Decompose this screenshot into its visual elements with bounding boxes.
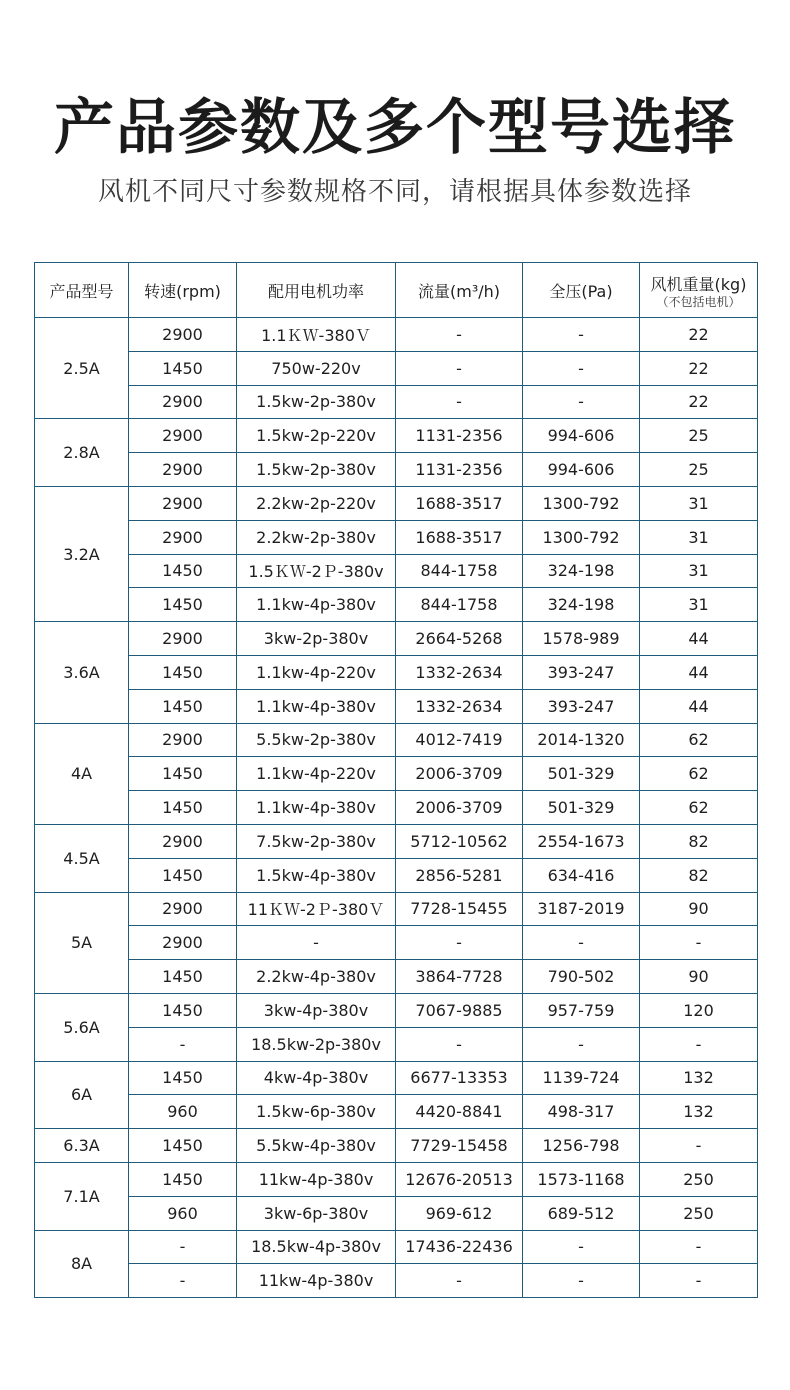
pressure-cell: - [523,351,640,385]
table-row [35,1061,758,1095]
power-cell: 1.1kw-4p-380v [237,689,396,723]
model-cell: 5.6A [35,993,129,1061]
table-row [35,824,758,858]
weight-cell: 44 [640,622,758,656]
weight-cell: 120 [640,993,758,1027]
pressure-cell: 1578-989 [523,622,640,656]
pressure-cell: 1573-1168 [523,1162,640,1196]
table-row [35,791,758,825]
flow-cell: 969-612 [396,1196,523,1230]
weight-cell: 25 [640,419,758,453]
table-row [35,1196,758,1230]
table-row [35,1230,758,1264]
flow-cell: 7728-15455 [396,892,523,926]
speed-cell: 2900 [129,926,237,960]
power-cell: 4kw-4p-380v [237,1061,396,1095]
model-cell: 2.5A [35,318,129,419]
power-cell: 1.1kw-4p-380v [237,791,396,825]
pressure-cell: 957-759 [523,993,640,1027]
power-cell: 7.5kw-2p-380v [237,824,396,858]
weight-cell: 22 [640,351,758,385]
weight-cell: 22 [640,385,758,419]
power-cell: 11kw-4p-380v [237,1162,396,1196]
flow-cell: 1131-2356 [396,419,523,453]
pressure-cell: 501-329 [523,791,640,825]
table-header-row [35,263,758,318]
table-row [35,520,758,554]
pressure-cell: 994-606 [523,419,640,453]
weight-cell: - [640,1027,758,1061]
speed-cell: 2900 [129,385,237,419]
spec-table [34,262,758,1298]
table-row [35,385,758,419]
flow-cell: 1332-2634 [396,689,523,723]
speed-cell: 2900 [129,486,237,520]
table-row [35,486,758,520]
speed-cell: 1450 [129,757,237,791]
pressure-cell: 498-317 [523,1095,640,1129]
weight-cell: 90 [640,960,758,994]
weight-cell: 250 [640,1162,758,1196]
model-cell: 4.5A [35,824,129,892]
weight-cell: - [640,1264,758,1298]
pressure-cell: 1139-724 [523,1061,640,1095]
model-cell: 3.2A [35,486,129,621]
speed-cell: 1450 [129,960,237,994]
speed-cell: 1450 [129,1162,237,1196]
flow-cell: 2856-5281 [396,858,523,892]
flow-cell: 7067-9885 [396,993,523,1027]
header-weight-note: （不包括电机） [656,294,741,309]
power-cell: 3kw-2p-380v [237,622,396,656]
table-row [35,993,758,1027]
speed-cell: 1450 [129,554,237,588]
pressure-cell: 1300-792 [523,520,640,554]
table-row [35,723,758,757]
table-row [35,689,758,723]
power-cell: 1.1ＫＷ-380Ｖ [237,318,396,352]
flow-cell: - [396,385,523,419]
speed-cell: 1450 [129,655,237,689]
weight-cell: 132 [640,1095,758,1129]
model-cell: 5A [35,892,129,993]
pressure-cell: 1300-792 [523,486,640,520]
weight-cell: - [640,926,758,960]
weight-cell: 25 [640,453,758,487]
flow-cell: 844-1758 [396,588,523,622]
weight-cell: 82 [640,824,758,858]
pressure-cell: - [523,1230,640,1264]
table-row [35,622,758,656]
pressure-cell: 324-198 [523,554,640,588]
weight-cell: 132 [640,1061,758,1095]
weight-cell: 250 [640,1196,758,1230]
power-cell: 750w-220v [237,351,396,385]
power-cell: - [237,926,396,960]
flow-cell: 5712-10562 [396,824,523,858]
header-power: 配用电机功率 [237,263,396,318]
flow-cell: 7729-15458 [396,1129,523,1163]
power-cell: 1.5kw-2p-220v [237,419,396,453]
header-weight-label: 风机重量(kg) [650,274,747,294]
pressure-cell: 634-416 [523,858,640,892]
page-subtitle: 风机不同尺寸参数规格不同，请根据具体参数选择 [97,177,692,207]
flow-cell: 2006-3709 [396,791,523,825]
pressure-cell: - [523,385,640,419]
weight-cell: 90 [640,892,758,926]
pressure-cell: - [523,318,640,352]
flow-cell: 12676-20513 [396,1162,523,1196]
speed-cell: 960 [129,1196,237,1230]
pressure-cell: 393-247 [523,655,640,689]
speed-cell: 2900 [129,622,237,656]
speed-cell: - [129,1264,237,1298]
pressure-cell: 689-512 [523,1196,640,1230]
header-pressure: 全压(Pa) [523,263,640,318]
power-cell: 2.2kw-2p-380v [237,520,396,554]
speed-cell: 2900 [129,723,237,757]
weight-cell: 44 [640,655,758,689]
pressure-cell: 994-606 [523,453,640,487]
flow-cell: - [396,926,523,960]
table-row [35,588,758,622]
power-cell: 18.5kw-4p-380v [237,1230,396,1264]
flow-cell: 1131-2356 [396,453,523,487]
model-cell: 8A [35,1230,129,1298]
speed-cell: 2900 [129,453,237,487]
weight-cell: 82 [640,858,758,892]
weight-cell: 62 [640,723,758,757]
weight-cell: - [640,1230,758,1264]
speed-cell: 1450 [129,1061,237,1095]
model-cell: 3.6A [35,622,129,723]
table-row [35,554,758,588]
speed-cell: 2900 [129,892,237,926]
speed-cell: 1450 [129,858,237,892]
speed-cell: - [129,1027,237,1061]
model-cell: 7.1A [35,1162,129,1230]
power-cell: 18.5kw-2p-380v [237,1027,396,1061]
power-cell: 3kw-4p-380v [237,993,396,1027]
pressure-cell: 393-247 [523,689,640,723]
speed-cell: 2900 [129,824,237,858]
flow-cell: 4420-8841 [396,1095,523,1129]
model-cell: 6.3A [35,1129,129,1163]
weight-cell: - [640,1129,758,1163]
speed-cell: 1450 [129,1129,237,1163]
power-cell: 5.5kw-4p-380v [237,1129,396,1163]
power-cell: 1.5kw-6p-380v [237,1095,396,1129]
speed-cell: 1450 [129,588,237,622]
pressure-cell: - [523,926,640,960]
table-row [35,960,758,994]
pressure-cell: - [523,1027,640,1061]
flow-cell: 3864-7728 [396,960,523,994]
weight-cell: 62 [640,757,758,791]
table-row [35,1027,758,1061]
weight-cell: 31 [640,486,758,520]
table-row [35,318,758,352]
speed-cell: 1450 [129,689,237,723]
table-body [35,318,758,1298]
power-cell: 1.5kw-2p-380v [237,453,396,487]
flow-cell: 1688-3517 [396,486,523,520]
power-cell: 1.5kw-2p-380v [237,385,396,419]
table-row [35,351,758,385]
pressure-cell: 324-198 [523,588,640,622]
pressure-cell: 3187-2019 [523,892,640,926]
header-flow: 流量(m³/h) [396,263,523,318]
speed-cell: 2900 [129,520,237,554]
power-cell: 1.1kw-4p-380v [237,588,396,622]
power-cell: 3kw-6p-380v [237,1196,396,1230]
speed-cell: 1450 [129,791,237,825]
weight-cell: 31 [640,554,758,588]
pressure-cell: 501-329 [523,757,640,791]
power-cell: 2.2kw-4p-380v [237,960,396,994]
table-row [35,655,758,689]
weight-cell: 62 [640,791,758,825]
flow-cell: 17436-22436 [396,1230,523,1264]
table-row [35,453,758,487]
model-cell: 2.8A [35,419,129,487]
flow-cell: - [396,318,523,352]
power-cell: 1.1kw-4p-220v [237,757,396,791]
model-cell: 4A [35,723,129,824]
weight-cell: 31 [640,520,758,554]
model-cell: 6A [35,1061,129,1129]
flow-cell: 2006-3709 [396,757,523,791]
flow-cell: - [396,1264,523,1298]
table-row [35,926,758,960]
speed-cell: 1450 [129,993,237,1027]
table-row [35,419,758,453]
power-cell: 5.5kw-2p-380v [237,723,396,757]
power-cell: 11kw-4p-380v [237,1264,396,1298]
pressure-cell: 2014-1320 [523,723,640,757]
flow-cell: - [396,1027,523,1061]
speed-cell: 2900 [129,318,237,352]
pressure-cell: 2554-1673 [523,824,640,858]
table-row [35,1129,758,1163]
power-cell: 2.2kw-2p-220v [237,486,396,520]
pressure-cell: - [523,1264,640,1298]
page-title: 产品参数及多个型号选择 [54,93,736,163]
power-cell: 1.5kw-4p-380v [237,858,396,892]
flow-cell: 1688-3517 [396,520,523,554]
weight-cell: 22 [640,318,758,352]
flow-cell: 844-1758 [396,554,523,588]
table-row [35,858,758,892]
speed-cell: 1450 [129,351,237,385]
speed-cell: 2900 [129,419,237,453]
power-cell: 11ＫＷ-2Ｐ-380Ｖ [237,892,396,926]
flow-cell: 4012-7419 [396,723,523,757]
flow-cell: 2664-5268 [396,622,523,656]
pressure-cell: 790-502 [523,960,640,994]
weight-cell: 31 [640,588,758,622]
flow-cell: 1332-2634 [396,655,523,689]
power-cell: 1.1kw-4p-220v [237,655,396,689]
flow-cell: - [396,351,523,385]
table-row [35,1095,758,1129]
header-model: 产品型号 [35,263,129,318]
header-speed: 转速(rpm) [129,263,237,318]
flow-cell: 6677-13353 [396,1061,523,1095]
table-row [35,1162,758,1196]
speed-cell: 960 [129,1095,237,1129]
pressure-cell: 1256-798 [523,1129,640,1163]
header-weight [640,263,758,318]
speed-cell: - [129,1230,237,1264]
weight-cell: 44 [640,689,758,723]
table-row [35,892,758,926]
power-cell: 1.5ＫＷ-2Ｐ-380v [237,554,396,588]
table-row [35,757,758,791]
table-row [35,1264,758,1298]
